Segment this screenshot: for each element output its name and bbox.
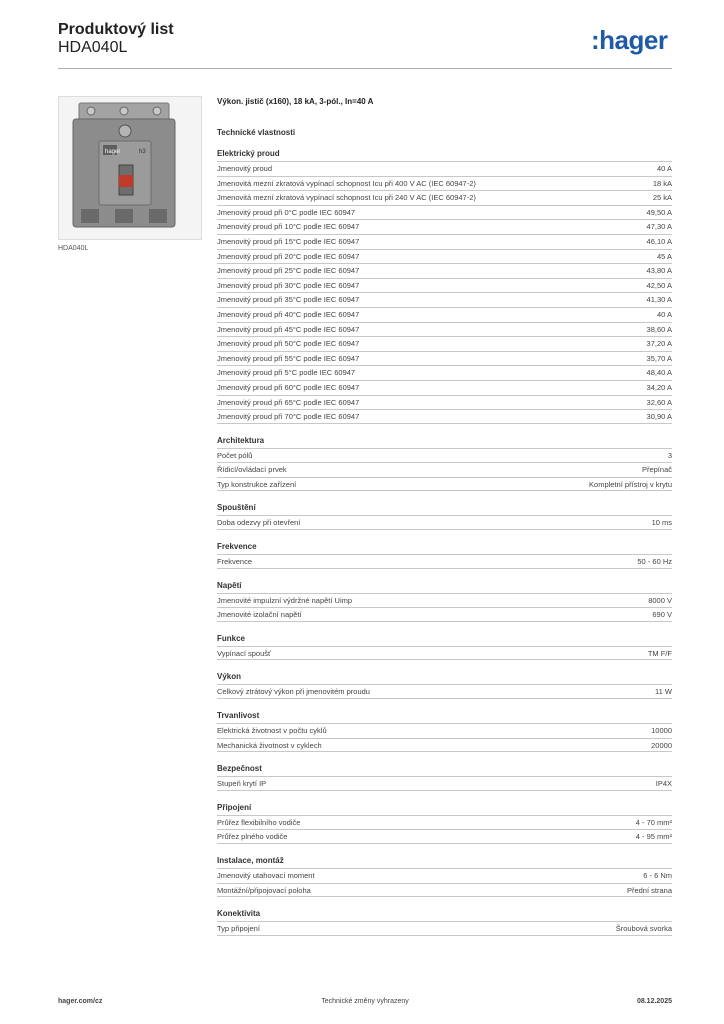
property-value: 35,70 A xyxy=(646,353,672,363)
property-name: Stupeň krytí IP xyxy=(217,779,267,789)
spec-section xyxy=(217,501,672,530)
table-row xyxy=(217,515,672,530)
property-value: 42,50 A xyxy=(646,280,672,290)
property-name: Jmenovitý proud při 20°C podle IEC 60947 xyxy=(217,251,360,261)
section-table xyxy=(217,815,672,844)
property-value: 38,60 A xyxy=(646,324,672,334)
table-row xyxy=(217,409,672,424)
property-value: 8000 V xyxy=(648,595,672,605)
spec-sections xyxy=(217,147,672,936)
property-value: 48,40 A xyxy=(646,368,672,378)
section-table xyxy=(217,161,672,424)
property-name: Jmenovitý proud xyxy=(217,164,273,173)
property-value: 3 xyxy=(667,450,672,460)
product-image-caption: HDA040L xyxy=(58,245,89,252)
section-table xyxy=(217,593,672,622)
table-row xyxy=(217,776,672,791)
property-name: Jmenovitý proud při 30°C podle IEC 60947 xyxy=(217,280,360,290)
section-heading: Výkon xyxy=(217,672,242,682)
property-name: Jmenovitý proud při 25°C podle IEC 60947 xyxy=(217,266,360,276)
section-table xyxy=(217,684,672,699)
section-table xyxy=(217,776,672,791)
property-name: Jmenovitý proud při 70°C podle IEC 60947 xyxy=(217,412,360,422)
table-row xyxy=(217,249,672,264)
property-value: 4 - 70 mm² xyxy=(635,817,672,827)
property-value: 40 A xyxy=(656,164,672,173)
section-table xyxy=(217,554,672,569)
table-row xyxy=(217,176,672,191)
circuit-breaker-illustration xyxy=(59,97,201,239)
section-heading: Elektrický proud xyxy=(217,149,280,158)
property-value: Šroubová svorka xyxy=(615,924,672,934)
section-table xyxy=(217,921,672,936)
spec-section xyxy=(217,434,672,492)
property-value: 45 A xyxy=(656,251,672,261)
property-name: Mechanická životnost v cyklech xyxy=(217,740,322,750)
property-name: Typ připojení xyxy=(217,924,260,934)
property-name: Jmenovitá mezní zkratová vypínací schopnost Icu při 240 V AC (IEC 60947-2) xyxy=(217,193,476,203)
property-value: 10 ms xyxy=(651,518,672,528)
section-heading: Napětí xyxy=(217,580,242,590)
property-name: Jmenovitý proud při 10°C podle IEC 60947 xyxy=(217,222,360,232)
property-name: Celkový ztrátový výkon při jmenovitém proudu xyxy=(217,687,370,697)
table-row xyxy=(217,263,672,278)
property-value: 40 A xyxy=(656,309,672,319)
table-row xyxy=(217,868,672,883)
property-value: 20000 xyxy=(651,740,672,750)
property-name: Jmenovitý proud při 15°C podle IEC 60947 xyxy=(217,236,360,246)
product-description: Výkon. jistič (x160), 18 kA, 3-pól., In=40 A xyxy=(217,97,374,106)
property-name: Doba odezvy při otevření xyxy=(217,518,301,528)
table-row xyxy=(217,646,672,661)
property-name: Průřez flexibilního vodiče xyxy=(217,817,301,827)
spec-section xyxy=(217,670,672,699)
section-table xyxy=(217,723,672,752)
property-value: 32,60 A xyxy=(646,397,672,407)
section-heading: Trvanlivost xyxy=(217,711,260,721)
property-value: Přepínač xyxy=(641,465,672,475)
table-row xyxy=(217,278,672,293)
property-value: 11 W xyxy=(655,687,672,697)
property-value: 25 kA xyxy=(652,193,672,203)
property-value: 46,10 A xyxy=(646,236,672,246)
property-name: Jmenovitá mezní zkratová vypínací schopnost Icu při 400 V AC (IEC 60947-2) xyxy=(217,178,476,188)
table-row xyxy=(217,723,672,738)
section-table xyxy=(217,868,672,897)
section-heading: Funkce xyxy=(217,633,246,643)
spec-section xyxy=(217,907,672,936)
property-name: Řídicí/ovládací prvek xyxy=(217,465,287,475)
table-row xyxy=(217,219,672,234)
product-code: HDA040L xyxy=(58,39,128,56)
table-row xyxy=(217,351,672,366)
section-heading: Frekvence xyxy=(217,542,257,552)
property-value: 47,30 A xyxy=(646,222,672,232)
table-row xyxy=(217,190,672,205)
hager-logo: :hager xyxy=(591,25,668,55)
property-value: 690 V xyxy=(652,610,672,620)
footer-website-link[interactable]: hager.com/cz xyxy=(58,998,103,1005)
table-row xyxy=(217,829,672,844)
property-value: 50 - 60 Hz xyxy=(637,557,672,567)
property-name: Jmenovitý utahovací moment xyxy=(217,871,315,880)
spec-section xyxy=(217,540,672,569)
footer-notice: Technické změny vyhrazeny xyxy=(321,998,409,1005)
property-value: 30,90 A xyxy=(646,412,672,422)
table-row xyxy=(217,815,672,830)
technical-properties-heading: Technické vlastnosti xyxy=(217,128,296,137)
spec-section xyxy=(217,762,672,791)
table-row xyxy=(217,607,672,622)
property-value: 10000 xyxy=(651,726,672,736)
table-row xyxy=(217,380,672,395)
table-row xyxy=(217,365,672,380)
property-name: Jmenovitý proud při 35°C podle IEC 60947 xyxy=(217,295,360,305)
property-name: Jmenovitý proud při 55°C podle IEC 60947 xyxy=(217,353,360,363)
spec-section xyxy=(217,147,672,424)
property-value: 4 - 95 mm² xyxy=(635,832,672,842)
section-heading: Instalace, montáž xyxy=(217,856,284,865)
table-row xyxy=(217,395,672,410)
table-row xyxy=(217,292,672,307)
spec-section xyxy=(217,709,672,752)
property-name: Jmenovité impulzní výdržné napětí Uimp xyxy=(217,595,353,605)
property-value: 49,50 A xyxy=(646,207,672,217)
page-title: Produktový list xyxy=(58,21,174,38)
property-name: Jmenovitý proud při 50°C podle IEC 60947 xyxy=(217,339,360,349)
spec-section xyxy=(217,801,672,844)
property-name: Průřez plného vodiče xyxy=(217,832,288,842)
product-image xyxy=(58,96,202,240)
table-row xyxy=(217,448,672,463)
section-heading: Konektivita xyxy=(217,909,261,919)
property-name: Jmenovitý proud při 65°C podle IEC 60947 xyxy=(217,397,360,407)
table-row xyxy=(217,336,672,351)
property-name: Jmenovité izolační napětí xyxy=(217,610,302,620)
section-heading: Architektura xyxy=(217,435,265,445)
spec-section xyxy=(217,854,672,897)
property-value: 41,30 A xyxy=(646,295,672,305)
property-name: Jmenovitý proud při 40°C podle IEC 60947 xyxy=(217,309,360,319)
table-row xyxy=(217,477,672,492)
property-name: Jmenovitý proud při 45°C podle IEC 60947 xyxy=(217,324,360,334)
table-row xyxy=(217,234,672,249)
property-name: Jmenovitý proud při 0°C podle IEC 60947 xyxy=(217,207,356,217)
image-model-label: h3 xyxy=(139,149,146,155)
spec-section xyxy=(217,579,672,622)
property-name: Jmenovitý proud při 5°C podle IEC 60947 xyxy=(217,368,356,378)
table-row xyxy=(217,593,672,608)
table-row xyxy=(217,684,672,699)
table-row xyxy=(217,554,672,569)
property-name: Typ konstrukce zařízení xyxy=(217,479,297,489)
table-row xyxy=(217,161,672,176)
property-value: TM F/F xyxy=(647,648,672,658)
spec-section xyxy=(217,632,672,661)
footer-date: 08.12.2025 xyxy=(636,998,672,1005)
section-table xyxy=(217,448,672,492)
table-row xyxy=(217,322,672,337)
spec-sheet xyxy=(217,96,672,946)
image-brand-label: hager xyxy=(105,149,121,155)
property-value: Kompletní přístroj v krytu xyxy=(589,479,672,489)
property-value: 6 - 6 Nm xyxy=(643,871,672,880)
section-table xyxy=(217,646,672,661)
table-row xyxy=(217,883,672,898)
property-name: Jmenovitý proud při 60°C podle IEC 60947 xyxy=(217,382,360,392)
table-row xyxy=(217,205,672,220)
property-name: Elektrická životnost v počtu cyklů xyxy=(217,726,327,736)
property-value: 37,20 A xyxy=(646,339,672,349)
property-value: 34,20 A xyxy=(646,382,672,392)
section-heading: Připojení xyxy=(217,802,252,812)
table-row xyxy=(217,307,672,322)
table-row xyxy=(217,462,672,477)
property-value: Přední strana xyxy=(626,885,672,895)
section-heading: Bezpečnost xyxy=(217,764,262,774)
table-row xyxy=(217,921,672,936)
property-name: Frekvence xyxy=(217,557,253,567)
section-heading: Spouštění xyxy=(217,503,256,513)
section-table xyxy=(217,515,672,530)
property-value: 43,80 A xyxy=(646,266,672,276)
property-name: Vypínací spoušť xyxy=(217,648,271,658)
header-divider xyxy=(58,68,672,69)
property-value: 18 kA xyxy=(652,178,672,188)
property-value: IP4X xyxy=(655,779,672,789)
property-name: Montážní/připojovací poloha xyxy=(217,885,311,895)
table-row xyxy=(217,738,672,753)
property-name: Počet pólů xyxy=(217,450,253,460)
